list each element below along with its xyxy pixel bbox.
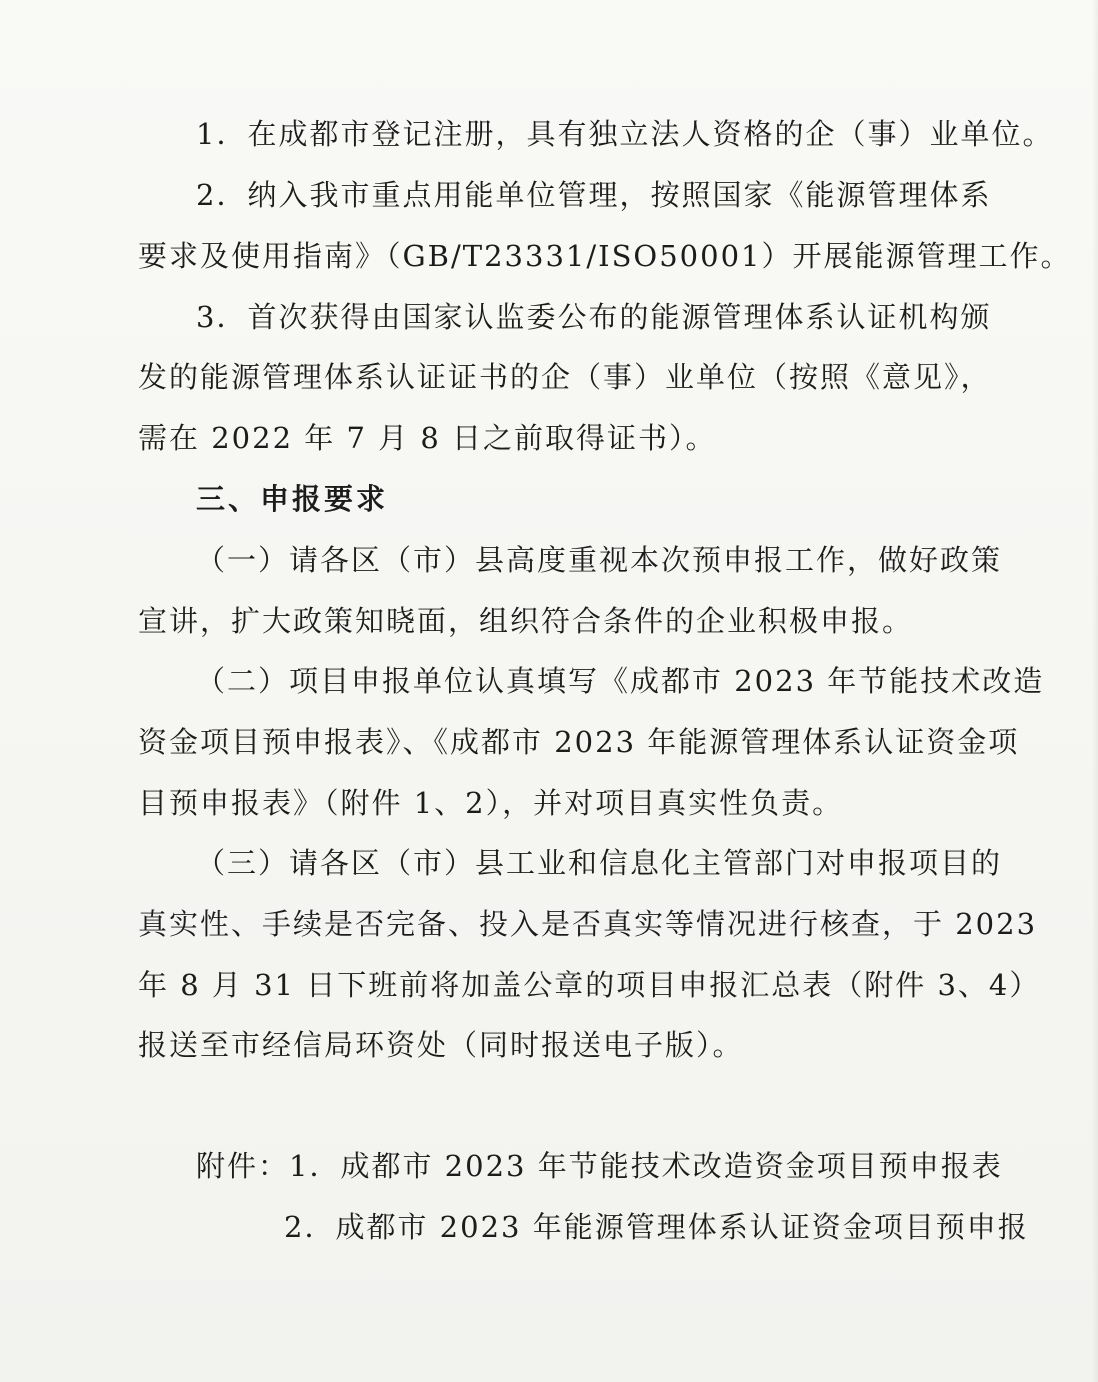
eligibility-item-3-continued-2: 需在 2022 年 7 月 8 日之前取得证书）。 <box>138 421 717 455</box>
section-heading: 三、申报要求 <box>196 482 389 516</box>
eligibility-item-2-continued: 要求及使用指南》（GB/T23331/ISO50001）开展能源管理工作。 <box>138 239 1072 273</box>
attachment-2: 2．成都市 2023 年能源管理体系认证资金项目预申报 <box>284 1210 1029 1244</box>
requirement-3-continued-3: 报送至市经信局环资处（同时报送电子版）。 <box>138 1028 744 1062</box>
eligibility-item-1: 1．在成都市登记注册，具有独立法人资格的企（事）业单位。 <box>196 117 1054 151</box>
requirement-3: （三）请各区（市）县工业和信息化主管部门对申报项目的 <box>196 846 1003 880</box>
requirement-1: （一）请各区（市）县高度重视本次预申报工作，做好政策 <box>196 543 1003 577</box>
requirement-2-continued: 资金项目预申报表》、《成都市 2023 年能源管理体系认证资金项 <box>138 725 1020 759</box>
requirement-3-continued: 真实性、手续是否完备、投入是否真实等情况进行核查，于 2023 <box>138 907 1038 941</box>
requirement-2: （二）项目申报单位认真填写《成都市 2023 年节能技术改造 <box>196 664 1045 698</box>
attachment-1: 附件：1．成都市 2023 年节能技术改造资金项目预申报表 <box>196 1149 1003 1183</box>
eligibility-item-3-continued: 发的能源管理体系认证证书的企（事）业单位（按照《意见》， <box>138 360 992 394</box>
requirement-3-continued-2: 年 8 月 31 日下班前将加盖公章的项目申报汇总表（附件 3、4） <box>138 968 1041 1002</box>
eligibility-item-3: 3．首次获得由国家认监委公布的能源管理体系认证机构颁 <box>196 300 992 334</box>
eligibility-item-2: 2．纳入我市重点用能单位管理，按照国家《能源管理体系 <box>196 178 992 212</box>
requirement-2-continued-2: 目预申报表》（附件 1、2），并对项目真实性负责。 <box>138 786 844 820</box>
page-edge-shadow <box>1092 0 1098 1382</box>
requirement-1-continued: 宣讲，扩大政策知晓面，组织符合条件的企业积极申报。 <box>138 604 914 638</box>
